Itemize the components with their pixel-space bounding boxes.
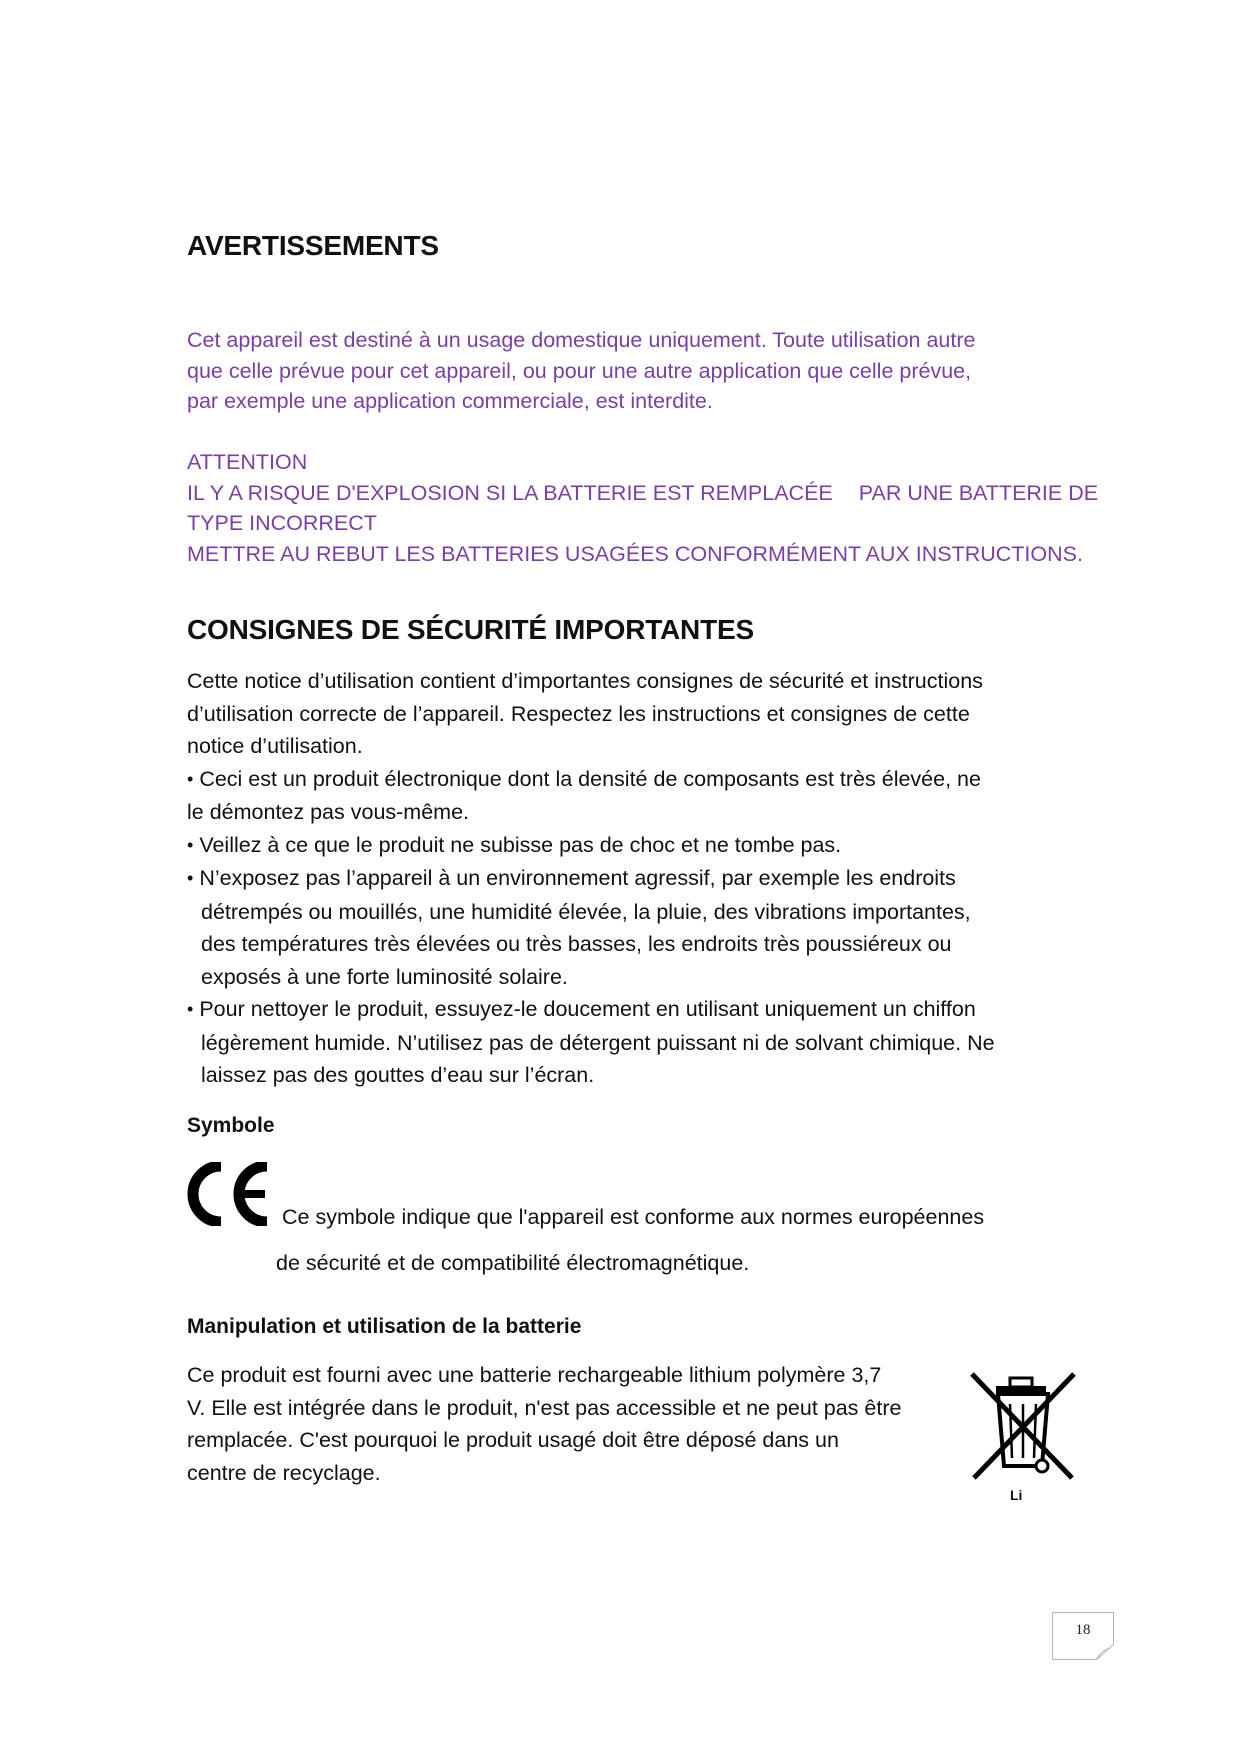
attention-label: ATTENTION: [187, 450, 308, 474]
bullet-text: Ceci est un produit électronique dont la densité de composants est très élevée, ne: [199, 766, 981, 791]
crossed-out-bin-icon: [966, 1370, 1080, 1482]
risk-line-c: TYPE INCORRECT: [187, 511, 377, 535]
bullet-line: [187, 829, 995, 863]
safety-intro-line: Cette notice d’utilisation contient d’importantes consignes de sécurité et instructions: [187, 669, 983, 693]
warnings-intro-line: que celle prévue pour cet appareil, ou pour une autre application que celle prévue,: [187, 358, 972, 383]
bullet-glyph: •: [187, 768, 194, 789]
warnings-intro: [187, 325, 975, 417]
battery-text: [187, 1359, 901, 1489]
bullet-line: [187, 763, 995, 797]
bullet-line: laissez pas des gouttes d’eau sur l’écran.: [201, 1063, 595, 1087]
safety-title: CONSIGNES DE SÉCURITÉ IMPORTANTES: [187, 614, 754, 645]
bullet-line: le démontez pas vous-même.: [187, 800, 470, 824]
risk-line: [187, 478, 1098, 509]
battery-line: V. Elle est intégrée dans le produit, n'est pas accessible et ne peut pas être: [187, 1395, 902, 1420]
safety-body: [187, 665, 995, 1092]
symbol-title: Symbole: [187, 1114, 275, 1137]
bullet-glyph: •: [187, 834, 194, 855]
ce-mark-icon: [187, 1162, 271, 1226]
dispose-line: METTRE AU REBUT LES BATTERIES USAGÉES CONFORMÉMENT AUX INSTRUCTIONS.: [187, 541, 1083, 566]
warnings-intro-line: Cet appareil est destiné à un usage domestique uniquement. Toute utilisation autre: [187, 328, 976, 352]
page-number: 18: [1075, 1622, 1091, 1638]
bullet-text: Veillez à ce que le produit ne subisse pas de choc et ne tombe pas.: [199, 832, 842, 857]
bullet-text: Pour nettoyer le produit, essuyez-le doucement en utilisant uniquement un chiffon: [199, 997, 976, 1021]
bullet-glyph: •: [187, 868, 194, 888]
bullet-line: [187, 862, 995, 896]
page-curl-icon: [1096, 1644, 1114, 1660]
bin-caption: Li: [1010, 1487, 1023, 1503]
warnings-intro-line: par exemple une application commerciale, est interdite.: [187, 389, 713, 413]
attention-block: [187, 447, 1098, 569]
bullet-text: N’exposez pas l’appareil à un environnement agressif, par exemple les endroits: [199, 866, 956, 890]
warnings-title: AVERTISSEMENTS: [187, 230, 439, 261]
bullet-line: détrempés ou mouillés, une humidité élevée, la pluie, des vibrations importantes,: [201, 899, 971, 924]
bullet-line: des températures très élevées ou très basses, les endroits très poussiéreux ou: [201, 932, 952, 956]
battery-line: centre de recyclage.: [187, 1460, 381, 1485]
bullet-glyph: •: [187, 999, 194, 1019]
symbol-line-2: de sécurité et de compatibilité électromagnétique.: [276, 1251, 750, 1275]
risk-line-b: PAR UNE BATTERIE DE: [858, 480, 1099, 505]
bullet-line: exposés à une forte luminosité solaire.: [201, 964, 568, 989]
page-number-box: [1052, 1612, 1114, 1660]
battery-line: remplacée. C'est pourquoi le produit usagé doit être déposé dans un: [187, 1428, 839, 1452]
symbol-line-1: Ce symbole indique que l'appareil est conforme aux normes européennes: [282, 1205, 985, 1229]
battery-line: Ce produit est fourni avec une batterie rechargeable lithium polymère 3,7: [187, 1363, 882, 1387]
safety-intro-line: notice d’utilisation.: [187, 734, 363, 758]
bullet-line: [187, 993, 995, 1027]
battery-title: Manipulation et utilisation de la batterie: [187, 1315, 582, 1338]
risk-line-a: IL Y A RISQUE D'EXPLOSION SI LA BATTERIE EST REMPLACÉE: [187, 480, 833, 505]
safety-intro-line: d’utilisation correcte de l’appareil. Respectez les instructions et consignes de cette: [187, 701, 970, 726]
bullet-line: légèrement humide. N’utilisez pas de détergent puissant ni de solvant chimique. Ne: [201, 1030, 995, 1055]
